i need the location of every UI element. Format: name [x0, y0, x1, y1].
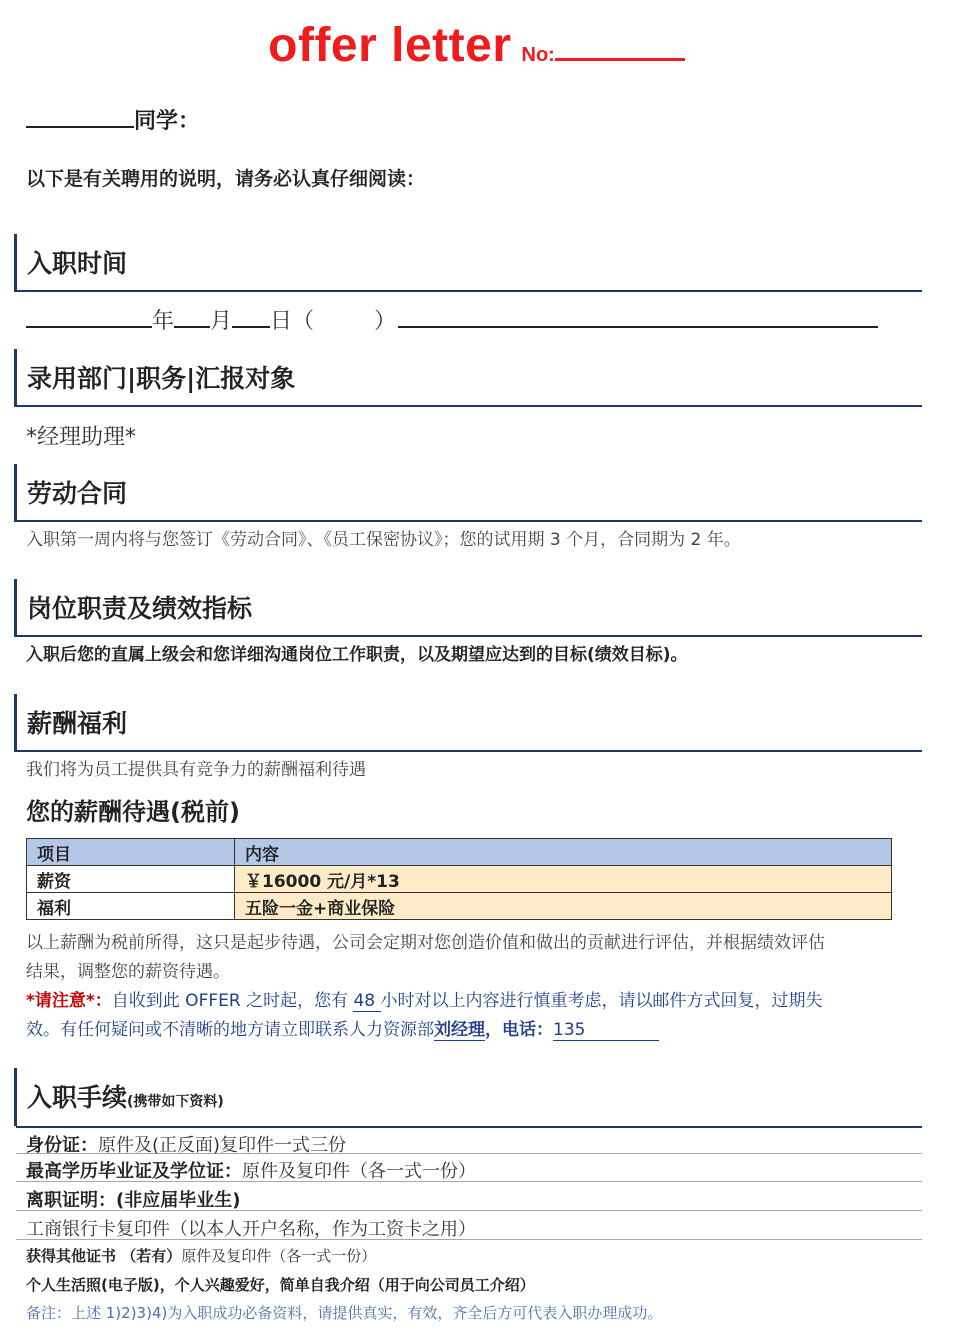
requirement-label: 身份证：	[26, 1135, 98, 1156]
attention-text2: 小时对以上内容进行慎重考虑，请以邮件方式回复，过期失	[380, 991, 823, 1011]
section-salary-benefits	[14, 694, 922, 752]
section-contract	[14, 464, 922, 522]
section-onboarding	[14, 1068, 922, 1126]
requirement-item	[16, 1126, 922, 1154]
job-title: *经理助理*	[26, 425, 137, 450]
requirement-label: 最高学历毕业证及学位证：	[26, 1161, 242, 1182]
requirement-text: 原件及(正反面)复印件一式三份	[98, 1135, 347, 1156]
requirement-label: 离职证明：(非应届毕业生)	[26, 1190, 241, 1211]
requirement-label: 个人生活照(电子版)，个人兴趣爱好，简单自我介绍（用于向公司员工介绍）	[26, 1276, 535, 1294]
requirement-text: 工商银行卡复印件（以本人开户名称，作为工资卡之用）	[26, 1219, 476, 1240]
contract-text: 入职第一周内将与您签订《劳动合同》、《员工保密协议》；您的试用期 3 个月，合同期为 2 年。	[26, 530, 741, 550]
intro-text: 以下是有关聘用的说明，请务必认真仔细阅读：	[26, 168, 426, 190]
salary-row-label: 薪资	[27, 866, 235, 893]
attention-line1	[26, 986, 823, 1011]
start-extra-blank[interactable]	[398, 304, 878, 328]
greeting-suffix: 同学：	[134, 109, 201, 134]
salary-header-content: 内容	[235, 839, 892, 866]
phone-label: ，电话：	[485, 1020, 553, 1040]
benefits-text: 我们将为员工提供具有竞争力的薪酬福利待遇	[26, 760, 366, 780]
onboarding-title-text: 入职手续	[27, 1083, 128, 1112]
table-row	[27, 866, 892, 893]
section-onboarding-title	[27, 1078, 224, 1114]
attention-text3: 效。有任何疑问或不清晰的地方请立即联系人力资源部	[26, 1020, 434, 1040]
requirement-text: 原件及复印件（各一式一份）	[181, 1247, 377, 1265]
weekday-close-paren: ）	[374, 309, 397, 334]
requirement-item	[16, 1183, 922, 1211]
section-duties-title: 岗位职责及绩效指标	[27, 594, 253, 623]
attention-line2	[26, 1015, 659, 1041]
hr-contact-name: 刘经理	[434, 1020, 485, 1040]
onboarding-title-note: (携带如下资料)	[127, 1094, 224, 1110]
requirement-item	[16, 1271, 922, 1299]
greeting	[26, 104, 200, 135]
salary-note-line2: 结果，调整您的薪资待遇。	[26, 962, 230, 982]
number-label: No:	[521, 44, 555, 66]
salary-note-line1: 以上薪酬为税前所得，这只是起步待遇，公司会定期对您创造价值和做出的贡献进行评估，并根据绩效评估	[26, 933, 825, 953]
attention-text1: 自收到此 OFFER 之时起，您有	[111, 991, 354, 1011]
requirement-item	[16, 1212, 922, 1240]
attention-label: *请注意*：	[26, 991, 112, 1011]
requirement-item	[16, 1242, 922, 1270]
benefits-row-label: 福利	[27, 893, 235, 920]
salary-header-item: 项目	[27, 839, 235, 866]
reply-hours: 48	[353, 991, 381, 1011]
salary-table	[26, 838, 892, 920]
day-label: 日	[270, 309, 293, 334]
salary-table-header	[27, 839, 892, 866]
section-start-time-title: 入职时间	[27, 249, 128, 278]
requirement-label: 获得其他证书 （若有）	[26, 1247, 182, 1265]
day-blank[interactable]	[232, 304, 270, 328]
section-start-time	[14, 234, 922, 292]
month-label: 月	[210, 309, 233, 334]
section-department	[14, 349, 922, 407]
footer-note: 备注：上述 1)2)3)4)为入职成功必备资料，请提供真实，有效，齐全后方可代表入职办理成功。	[26, 1304, 663, 1322]
start-date-line	[26, 304, 878, 335]
letter-header	[0, 18, 953, 73]
offer-letter-title: offer letter	[268, 19, 512, 72]
section-salary-benefits-title: 薪酬福利	[27, 709, 128, 738]
salary-row-value: ￥16000 元/月*13	[235, 866, 892, 893]
benefits-row-value: 五险一金+商业保险	[235, 893, 892, 920]
table-row	[27, 893, 892, 920]
year-blank[interactable]	[26, 304, 152, 328]
requirement-text: 原件及复印件（各一式一份）	[242, 1161, 476, 1182]
salary-heading: 您的薪酬待遇(税前)	[26, 798, 240, 826]
section-department-title: 录用部门|职务|汇报对象	[27, 364, 296, 393]
year-label: 年	[152, 309, 175, 334]
month-blank[interactable]	[174, 304, 210, 328]
phone-number: 135	[553, 1020, 659, 1041]
section-duties	[14, 579, 922, 637]
requirement-item	[16, 1154, 922, 1182]
number-blank[interactable]	[555, 38, 685, 61]
duties-text: 入职后您的直属上级会和您详细沟通岗位工作职责，以及期望应达到的目标(绩效目标)。	[26, 645, 688, 665]
name-blank[interactable]	[26, 104, 134, 128]
section-contract-title: 劳动合同	[27, 479, 128, 508]
weekday-open-paren: （	[292, 309, 315, 334]
